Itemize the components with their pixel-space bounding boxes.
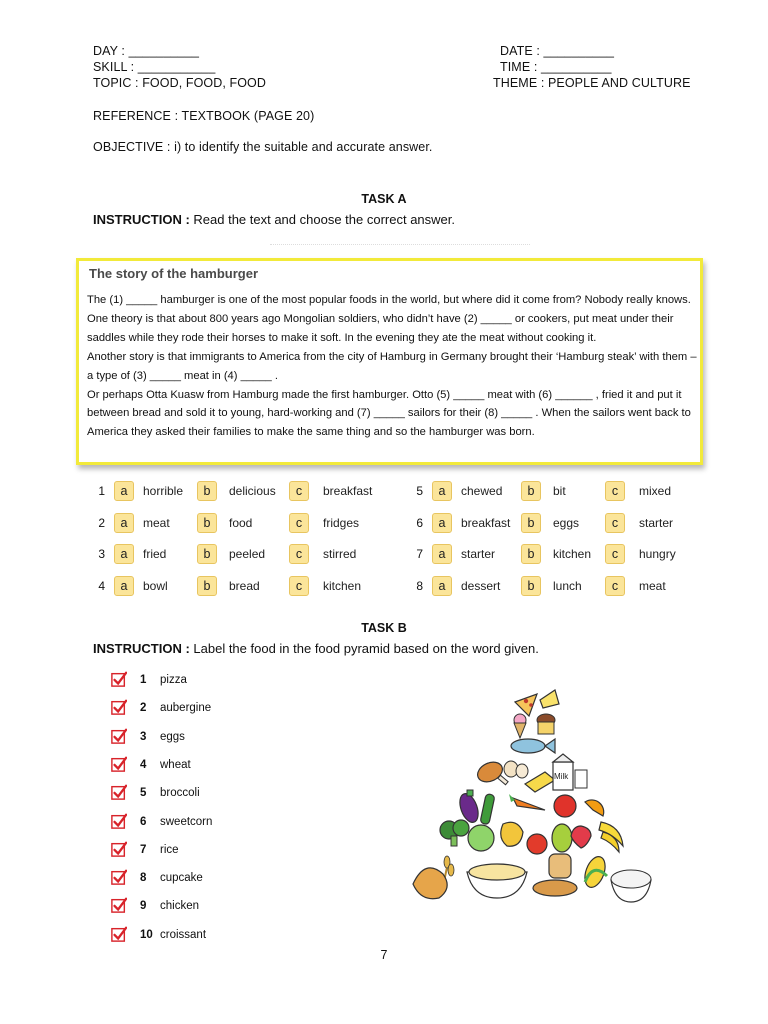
cucumber-icon bbox=[480, 793, 495, 824]
food-word: croissant bbox=[160, 928, 207, 941]
chicken-leg-icon bbox=[474, 758, 508, 785]
story-title: The story of the hamburger bbox=[89, 266, 259, 281]
option-b-word: bread bbox=[229, 579, 260, 593]
option-b-key[interactable]: b bbox=[197, 544, 217, 564]
option-b-word: peeled bbox=[229, 547, 266, 561]
page-number: 7 bbox=[380, 948, 388, 962]
food-number: 3 bbox=[140, 730, 147, 743]
milk-label: Milk bbox=[554, 772, 569, 781]
rice-bowl-icon bbox=[611, 870, 651, 902]
option-c-key[interactable]: c bbox=[289, 513, 309, 533]
task-b-title: TASK B bbox=[361, 621, 407, 635]
option-c-key[interactable]: c bbox=[289, 544, 309, 564]
skill-field: SKILL : ___________ bbox=[93, 60, 216, 74]
food-number: 6 bbox=[140, 815, 147, 828]
option-b-key[interactable]: b bbox=[197, 481, 217, 501]
pasta-bowl-icon bbox=[467, 864, 527, 898]
food-number: 4 bbox=[140, 758, 147, 771]
option-c-key[interactable]: c bbox=[605, 481, 625, 501]
checkbox-checked-icon[interactable] bbox=[111, 699, 127, 715]
food-word: cupcake bbox=[160, 872, 203, 885]
tomato-icon bbox=[527, 834, 547, 854]
checkbox-checked-icon[interactable] bbox=[111, 897, 127, 913]
checkbox-checked-icon[interactable] bbox=[111, 671, 127, 687]
objective-field: OBJECTIVE : i) to identify the suitable and accurate answer. bbox=[93, 140, 433, 154]
instruction-text: Read the text and choose the correct answer. bbox=[189, 212, 455, 227]
food-number: 7 bbox=[140, 843, 147, 856]
option-c-word: starter bbox=[639, 516, 674, 530]
option-a-key[interactable]: a bbox=[114, 481, 134, 501]
option-c-word: kitchen bbox=[323, 579, 362, 593]
question-number: 8 bbox=[416, 579, 423, 593]
food-number: 1 bbox=[140, 674, 147, 686]
checkbox-checked-icon[interactable] bbox=[111, 841, 127, 857]
question-number: 7 bbox=[416, 547, 423, 561]
option-a-key[interactable]: a bbox=[432, 513, 452, 533]
story-paragraph: The (1) _____ hamburger is one of the most popular foods in the world, but where did it come from? Nobody really knows. bbox=[87, 294, 691, 306]
checkbox-checked-icon[interactable] bbox=[111, 926, 127, 942]
pepper-icon bbox=[501, 822, 523, 846]
croissant-icon bbox=[413, 868, 447, 899]
option-c-key[interactable]: c bbox=[289, 576, 309, 596]
task-a-instruction bbox=[93, 212, 455, 227]
story-paragraph: Another story is that immigrants to America from the city of Hamburg in Germany brought their ‘Hamburg steak’ with them – a type of (3) _____ meat in (4) _____ . bbox=[87, 350, 697, 382]
carrot-icon bbox=[509, 794, 545, 810]
option-b-word: kitchen bbox=[553, 547, 592, 561]
eggs-icon bbox=[504, 761, 528, 778]
food-number: 2 bbox=[140, 702, 147, 715]
option-b-word: bit bbox=[553, 484, 566, 498]
option-a-word: meat bbox=[143, 516, 170, 530]
sweetcorn-icon bbox=[581, 854, 609, 890]
option-b-word: lunch bbox=[553, 579, 582, 593]
instruction-text: Label the food in the food pyramid based on the word given. bbox=[189, 641, 539, 656]
option-b-key[interactable]: b bbox=[197, 576, 217, 596]
milk-carton-icon bbox=[553, 754, 587, 790]
food-word: pizza bbox=[160, 674, 187, 686]
option-a-key[interactable]: a bbox=[432, 481, 452, 501]
task-b-instruction bbox=[93, 641, 539, 656]
faint-divider bbox=[270, 244, 530, 247]
food-word: broccoli bbox=[160, 787, 200, 800]
option-b-word: delicious bbox=[229, 484, 276, 498]
option-a-word: horrible bbox=[143, 484, 184, 498]
option-c-key[interactable]: c bbox=[289, 481, 309, 501]
bananas-icon bbox=[599, 822, 623, 852]
checkbox-checked-icon[interactable] bbox=[111, 813, 127, 829]
food-word: chicken bbox=[160, 900, 199, 913]
story-paragraph: One theory is that about 800 years ago Mongolian soldiers, who didn’t have (2) _____ or cookers, put meat under their saddles while they rode their horses to make it soft. In the evening they ate the meat without cooking it. bbox=[87, 312, 674, 344]
option-b-word: food bbox=[229, 516, 253, 530]
option-b-key[interactable]: b bbox=[197, 513, 217, 533]
task-a-title: TASK A bbox=[361, 192, 407, 206]
strawberry-icon bbox=[571, 826, 591, 848]
food-word: sweetcorn bbox=[160, 815, 213, 828]
cupcake-icon bbox=[537, 714, 555, 734]
food-number: 5 bbox=[140, 787, 147, 800]
pizza-icon bbox=[515, 694, 537, 716]
topic-field: TOPIC : FOOD, FOOD, FOOD bbox=[93, 76, 267, 90]
food-number: 10 bbox=[140, 928, 153, 941]
instruction-label: INSTRUCTION : bbox=[93, 212, 190, 227]
question-number: 4 bbox=[98, 579, 105, 593]
option-c-word: meat bbox=[639, 579, 666, 593]
fish-icon bbox=[511, 739, 555, 753]
option-c-key[interactable]: c bbox=[605, 544, 625, 564]
option-a-word: breakfast bbox=[461, 516, 511, 530]
option-a-key[interactable]: a bbox=[114, 576, 134, 596]
option-b-key[interactable]: b bbox=[521, 544, 541, 564]
lettuce-icon bbox=[468, 825, 494, 851]
food-word: wheat bbox=[160, 758, 191, 771]
checkbox-checked-icon[interactable] bbox=[111, 784, 127, 800]
question-number: 5 bbox=[416, 484, 423, 498]
cheese-wedge-icon bbox=[540, 690, 559, 708]
food-word: rice bbox=[160, 843, 179, 856]
food-number: 8 bbox=[140, 872, 147, 885]
option-c-word: fridges bbox=[323, 516, 360, 530]
story-paragraph: Or perhaps Otta Kuasw from Hamburg made the first hamburger. Otto (5) _____ meat with (6) ______ , fried it and put it between bread and sold it to young, hard-working and (7) _____ sailors for their (8) _____ . When the sailors went back to America they asked their families to make the same thing and so the hamburger was born. bbox=[87, 388, 691, 439]
story-box bbox=[76, 258, 703, 465]
food-word: eggs bbox=[160, 730, 185, 743]
option-a-word: fried bbox=[143, 547, 167, 561]
time-field: TIME : __________ bbox=[500, 60, 612, 74]
ice-cream-icon bbox=[514, 714, 526, 738]
date-field: DATE : __________ bbox=[500, 44, 615, 58]
option-a-word: starter bbox=[461, 547, 496, 561]
option-a-word: bowl bbox=[143, 579, 168, 593]
option-c-key[interactable]: c bbox=[605, 513, 625, 533]
option-a-key[interactable]: a bbox=[114, 513, 134, 533]
food-pyramid-illustration bbox=[405, 676, 665, 916]
question-number: 1 bbox=[98, 484, 105, 498]
story-text bbox=[87, 291, 697, 442]
instruction-label: INSTRUCTION : bbox=[93, 641, 190, 656]
theme-field: THEME : PEOPLE AND CULTURE bbox=[493, 76, 691, 90]
food-word: aubergine bbox=[160, 702, 212, 715]
option-c-word: breakfast bbox=[323, 484, 373, 498]
option-c-word: stirred bbox=[323, 547, 357, 561]
option-a-key[interactable]: a bbox=[114, 544, 134, 564]
checkbox-checked-icon[interactable] bbox=[111, 869, 127, 885]
option-a-key[interactable]: a bbox=[432, 544, 452, 564]
option-a-word: dessert bbox=[461, 579, 501, 593]
option-b-key[interactable]: b bbox=[521, 481, 541, 501]
option-b-key[interactable]: b bbox=[521, 513, 541, 533]
question-number: 2 bbox=[98, 516, 105, 530]
bread-icon bbox=[533, 854, 577, 896]
option-c-word: hungry bbox=[639, 547, 676, 561]
question-number: 3 bbox=[98, 547, 105, 561]
option-c-key[interactable]: c bbox=[605, 576, 625, 596]
pear-icon bbox=[552, 824, 572, 852]
broccoli-icon bbox=[440, 820, 469, 846]
apple-icon bbox=[554, 795, 576, 817]
food-number: 9 bbox=[140, 900, 147, 913]
option-b-word: eggs bbox=[553, 516, 580, 530]
day-field: DAY : __________ bbox=[93, 44, 200, 58]
option-a-key[interactable]: a bbox=[432, 576, 452, 596]
checkbox-checked-icon[interactable] bbox=[111, 756, 127, 772]
question-number: 6 bbox=[416, 516, 423, 530]
option-c-word: mixed bbox=[639, 484, 672, 498]
cheese-icon bbox=[525, 772, 555, 792]
option-b-key[interactable]: b bbox=[521, 576, 541, 596]
checkbox-checked-icon[interactable] bbox=[111, 728, 127, 744]
reference-field: REFERENCE : TEXTBOOK (PAGE 20) bbox=[93, 109, 315, 123]
option-a-word: chewed bbox=[461, 484, 503, 498]
orange-slice-icon bbox=[585, 800, 604, 816]
